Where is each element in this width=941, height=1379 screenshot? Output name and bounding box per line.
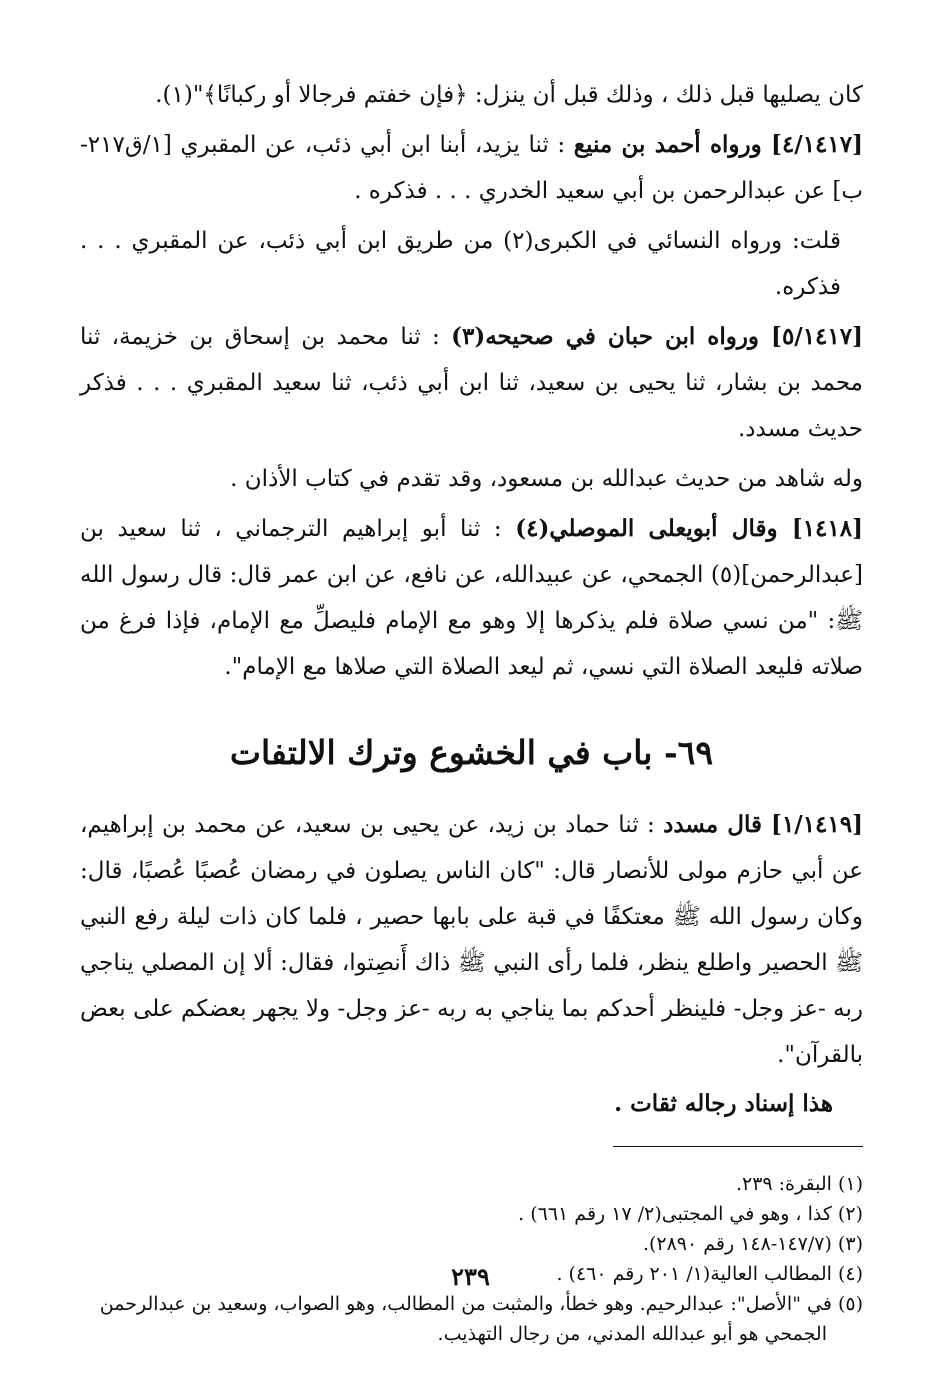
footnote-1: (١) البقرة: ٢٣٩. xyxy=(735,1173,863,1195)
paragraph-text: : ثنا أبو إبراهيم الترجماني ، ثنا سعيد بن [عبدالرحمن](٥) الجمحي، عن عبيدالله، عن نافع، عن ابن عمر قال: قال رسول الله ﷺ: "من نسي صلاة فلم يذكرها إلا وهو مع الإمام فليصلِّ مع الإمام، فإذا فرغ من صلاته فليعد الصلاة التي نسي، ثم ليعد الصلاة التي صلاها مع الإمام". xyxy=(80,516,863,680)
paragraph-6 xyxy=(80,506,863,690)
paragraph-text: : ثنا يزيد، أبنا ابن أبي ذئب، عن المقبري [١/ق٢١٧-ب] عن عبدالرحمن بن أبي سعيد الخدري . . . فذكره . xyxy=(80,132,863,204)
paragraph-2 xyxy=(80,122,863,214)
paragraph-lead: [٤/١٤١٧] ورواه أحمد بن منيع xyxy=(573,131,863,158)
paragraph-text: وله شاهد من حديث عبدالله بن مسعود، وقد تقدم في كتاب الأذان . xyxy=(230,466,863,492)
isnad-verdict: هذا إسناد رجاله ثقات . xyxy=(614,1090,833,1117)
footnote-3: (٣) (١٤٧/٧-١٤٨ رقم ٢٨٩٠). xyxy=(642,1233,863,1255)
footnote-divider xyxy=(613,1146,863,1147)
paragraph-text: قلت: ورواه النسائي في الكبرى(٢) من طريق ابن أبي ذئب، عن المقبري . . . فذكره. xyxy=(80,228,841,300)
section-paragraph xyxy=(80,802,863,1078)
paragraph-text: : ثنا محمد بن إسحاق بن خزيمة، ثنا محمد بن بشار، ثنا يحيى بن سعيد، ثنا ابن أبي ذئب، ثنا سعيد المقبري . . . فذكر حديث مسدد. xyxy=(80,324,863,442)
paragraph-1 xyxy=(80,72,863,118)
paragraph-5 xyxy=(80,456,863,502)
paragraph-lead: [١٤١٨] وقال أبويعلى الموصلي(٤) xyxy=(515,515,864,542)
paragraph-3 xyxy=(80,218,863,310)
page-number: ٢٣٩ xyxy=(451,1262,490,1291)
footnote-4: (٤) المطالب العالية(١/ ٢٠١ رقم ٤٦٠) . xyxy=(556,1263,863,1285)
paragraph-lead: [٥/١٤١٧] ورواه ابن حبان في صحيحه(٣) xyxy=(451,323,863,350)
paragraph-4 xyxy=(80,314,863,452)
footnote-2: (٢) كذا ، وهو في المجتبى(٢/ ١٧ رقم ٦٦١) . xyxy=(518,1203,863,1225)
paragraph-text: كان يصليها قبل ذلك ، وذلك قبل أن ينزل: ﴿فإن خفتم فرجالا أو ركبانًا﴾"(١). xyxy=(155,82,863,108)
footnote-5-continuation: الجمحي هو أبو عبدالله المدني، من رجال التهذيب. xyxy=(437,1323,827,1345)
chapter-heading: ٦٩- باب في الخشوع وترك الالتفات xyxy=(229,733,714,772)
paragraph-lead: [١/١٤١٩] قال مسدد xyxy=(663,811,863,838)
footnote-5: (٥) في "الأصل": عبدالرحيم. وهو خطأ، والمثبت من المطالب، وهو الصواب، وسعيد بن عبدالرحمن xyxy=(99,1293,863,1315)
footnotes xyxy=(80,1169,863,1349)
paragraph-text: : ثنا حماد بن زيد، عن يحيى بن سعيد، عن محمد بن إبراهيم، عن أبي حازم مولى للأنصار قال: "كان الناس يصلون في رمضان عُصبًا عُصبًا، قال: وكان رسول الله ﷺ معتكفًا في قبة على بابها حصير ، فلما كان ذات ليلة رفع النبي ﷺ الحصير واطلع ينظر، فلما رأى النبي ﷺ ذاك أَنصِتوا، فقال: ألا إن المصلي يناجي ربه -عز وجل- فلينظر أحدكم بما يناجي به ربه -عز وجل- ولا يجهر بعضكم على بعض بالقرآن". xyxy=(80,812,863,1068)
